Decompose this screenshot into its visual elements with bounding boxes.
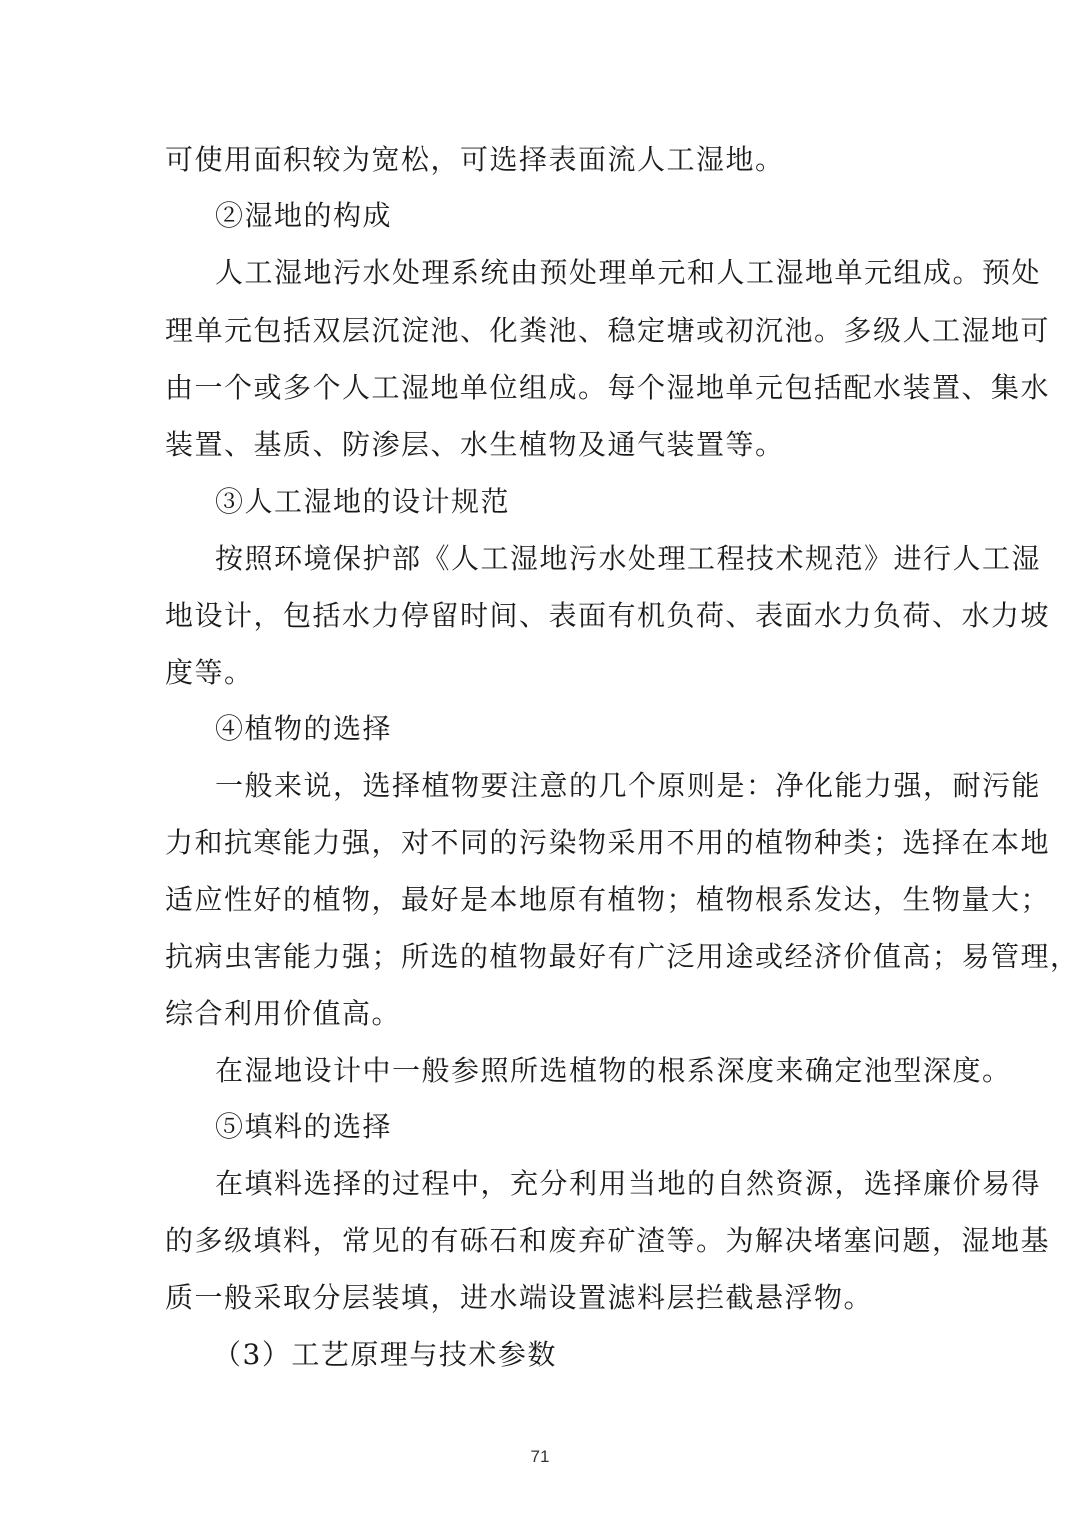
text-line: 在湿地设计中一般参照所选植物的根系深度来确定池型深度。 [215, 1054, 1012, 1087]
text-line: 人工湿地污水处理系统由预处理单元和人工湿地单元组成。预处 [215, 256, 1042, 289]
text-line: 适应性好的植物，最好是本地原有植物；植物根系发达，生物量大； [165, 883, 1051, 916]
section-heading: ⑤填料的选择 [215, 1110, 393, 1143]
text-line: 力和抗寒能力强，对不同的污染物采用不用的植物种类；选择在本地 [165, 826, 1051, 859]
text-line: 综合利用价值高。 [165, 997, 402, 1030]
text-line: 由一个或多个人工湿地单位组成。每个湿地单元包括配水装置、集水 [165, 371, 1051, 404]
text-line: 理单元包括双层沉淀池、化粪池、稳定塘或初沉池。多级人工湿地可 [165, 314, 1051, 347]
text-line: 的多级填料，常见的有砾石和废弃矿渣等。为解决堵塞问题，湿地基 [165, 1224, 1051, 1257]
section-heading: ③人工湿地的设计规范 [215, 485, 511, 518]
text-line: 装置、基质、防渗层、水生植物及通气装置等。 [165, 428, 785, 461]
text-line: 按照环境保护部《人工湿地污水处理工程技术规范》进行人工湿 [215, 542, 1042, 575]
page-number: 71 [530, 1447, 550, 1466]
section-heading: ④植物的选择 [215, 712, 393, 745]
text-line: 抗病虫害能力强；所选的植物最好有广泛用途或经济价值高；易管理， [165, 940, 1080, 973]
text-line: 质一般采取分层装填，进水端设置滤料层拦截悬浮物。 [165, 1281, 874, 1314]
section-heading: ②湿地的构成 [215, 199, 393, 232]
section-heading: （3）工艺原理与技术参数 [213, 1338, 557, 1371]
text-line: 在填料选择的过程中，充分利用当地的自然资源，选择廉价易得 [215, 1167, 1042, 1200]
text-line: 可使用面积较为宽松，可选择表面流人工湿地。 [165, 143, 785, 176]
text-line: 一般来说，选择植物要注意的几个原则是：净化能力强，耐污能 [215, 769, 1042, 802]
text-line: 度等。 [165, 656, 254, 689]
text-line: 地设计，包括水力停留时间、表面有机负荷、表面水力负荷、水力坡 [165, 599, 1051, 632]
